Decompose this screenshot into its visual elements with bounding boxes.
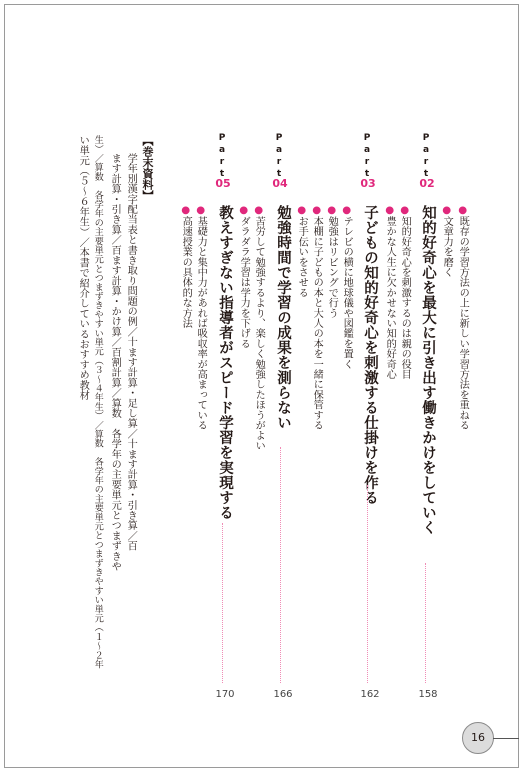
toc-item: ●テレビの横に地球儀や図鑑を置く — [341, 205, 353, 369]
part-label: Part — [274, 133, 284, 181]
page-number[interactable]: 158 — [418, 689, 438, 700]
toc-item: ●知的好奇心を刺激するのは親の役目 — [399, 205, 411, 380]
toc-item: ●お手伝いをさせる — [296, 205, 308, 298]
part-number: 04 — [272, 177, 288, 190]
part-label: Part — [421, 133, 431, 181]
toc-item: ●高速授業の具体的な方法 — [180, 205, 192, 329]
dot-leader — [425, 563, 426, 683]
dot-leader — [280, 447, 281, 683]
toc-item: ●豊かな人生に欠かせない知的好奇心 — [384, 205, 396, 380]
bullet: ● — [253, 205, 265, 216]
toc-item: ●勉強はリビングで行う — [326, 205, 338, 318]
bullet: ● — [457, 205, 469, 216]
dot-leader — [367, 485, 368, 683]
toc-item: ●苦労して勉強するより、楽しく勉強したほうがよい — [253, 205, 265, 451]
toc-item: ●本棚に子どもの本と大人の本を一緒に保管する — [311, 205, 323, 431]
part-label: Part — [362, 133, 372, 181]
toc-item: ●既存の学習方法の上に新しい学習方法を重ねる — [457, 205, 469, 431]
appendix-line: 学年別漢字配当表と書き取り問題の例／十ます計算・足し算／十ます計算・引き算／百 — [125, 153, 137, 551]
appendix-line: 生）／算数 各学年の主要単元とつまずきやすい単元（３〜４年生）／算数 各学年の主要単元とつまずきやすい単元（１〜２年 — [92, 135, 104, 669]
toc-item: ●ダラダラ学習は学力を下げる — [238, 205, 250, 349]
chapter-title[interactable]: 勉強時間で学習の成果を測らない — [275, 205, 291, 430]
toc-item: ●文章力を磨く — [441, 205, 453, 278]
chapter-title[interactable]: 知的好奇心を最大に引き出す働きかけをしていく — [420, 205, 436, 535]
bullet: ● — [341, 205, 353, 216]
bullet: ● — [399, 205, 411, 216]
appendix-line: ます計算・引き算／百ます計算・かけ算／百割計算／算数 各学年の主要単元とつまずきや — [109, 153, 121, 572]
page-number[interactable]: 170 — [215, 689, 235, 700]
bullet: ● — [441, 205, 453, 216]
part-number: 03 — [360, 177, 376, 190]
appendix-title: 【巻末資料】 — [141, 135, 154, 201]
bullet: ● — [384, 205, 396, 216]
part-number: 02 — [419, 177, 435, 190]
bullet: ● — [296, 205, 308, 216]
folio-rule — [493, 738, 519, 739]
bullet: ● — [180, 205, 192, 216]
chapter-title[interactable]: 子どもの知的好奇心を刺激する仕掛けを作る — [362, 205, 378, 505]
folio-page-number: 16 — [462, 722, 494, 754]
dot-leader — [222, 523, 223, 683]
bullet: ● — [326, 205, 338, 216]
bullet: ● — [311, 205, 323, 216]
book-page — [4, 4, 519, 768]
bullet: ● — [195, 205, 207, 216]
bullet: ● — [238, 205, 250, 216]
appendix-line: い単元（５〜６年生）／本書で紹介しているおすすめ教材 — [77, 135, 89, 401]
part-label: Part — [217, 133, 227, 181]
page-number[interactable]: 166 — [273, 689, 293, 700]
part-number: 05 — [215, 177, 231, 190]
toc-item: ●基礎力と集中力があれば吸収率が高まっている — [195, 205, 207, 431]
chapter-title[interactable]: 教えすぎない指導者がスピード学習を実現する — [217, 205, 233, 520]
page-number[interactable]: 162 — [360, 689, 380, 700]
